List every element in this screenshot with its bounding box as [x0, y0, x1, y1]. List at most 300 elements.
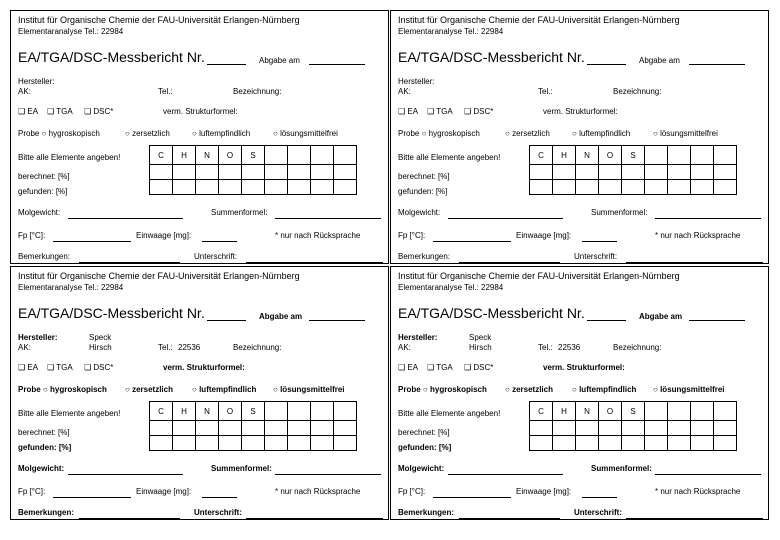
fp-field[interactable] [433, 497, 511, 498]
checkbox-icon: ❑ [427, 363, 435, 372]
tga-label: TGA [56, 107, 73, 116]
value-cell[interactable] [530, 436, 553, 451]
bemerkungen-field[interactable] [79, 262, 180, 263]
gefunden-row [530, 436, 737, 451]
element-s: S [242, 146, 265, 165]
abgabe-date-field[interactable] [309, 64, 365, 65]
ea-label: EA [27, 107, 39, 116]
luftempfindlich-label: luftempfindlich [199, 129, 251, 138]
ruecksprache-note: * nur nach Rücksprache [655, 231, 741, 240]
checkbox-tga[interactable] [47, 107, 73, 116]
value-cell[interactable] [288, 165, 311, 180]
fp-label: Fp [°C]: [18, 231, 46, 240]
report-title: EA/TGA/DSC-Messbericht Nr. [398, 49, 585, 65]
checkbox-ea[interactable] [18, 363, 38, 372]
element-n: N [576, 402, 599, 421]
unterschrift-field[interactable] [626, 262, 763, 263]
element-extra [691, 402, 714, 421]
element-extra [334, 146, 357, 165]
value-cell[interactable] [265, 436, 288, 451]
value-cell[interactable] [265, 165, 288, 180]
institute-header: Institut für Organische Chemie der FAU-Universität Erlangen-Nürnberg [18, 15, 300, 25]
value-cell[interactable] [576, 165, 599, 180]
element-n: N [576, 146, 599, 165]
value-cell[interactable] [150, 421, 173, 436]
probe-label: Probe [398, 385, 421, 394]
value-cell[interactable] [691, 180, 714, 195]
element-extra [645, 402, 668, 421]
fp-field[interactable] [433, 241, 511, 242]
hersteller-value[interactable]: Speck [469, 333, 492, 342]
value-cell[interactable] [311, 436, 334, 451]
value-cell[interactable] [242, 436, 265, 451]
molgewicht-field[interactable] [448, 474, 563, 475]
gefunden-label: gefunden: [%] [398, 443, 452, 452]
value-cell[interactable] [530, 180, 553, 195]
ak-label: AK: [398, 343, 411, 352]
ak-value[interactable]: Hirsch [469, 343, 492, 352]
checkbox-tga[interactable] [47, 363, 73, 372]
tga-label: TGA [56, 363, 73, 372]
unterschrift-label: Unterschrift: [574, 252, 618, 261]
radio-icon: ○ [505, 385, 510, 394]
ruecksprache-note: * nur nach Rücksprache [275, 231, 361, 240]
bemerkungen-label: Bemerkungen: [398, 508, 455, 517]
report-number-field[interactable] [587, 320, 626, 321]
strukturformel-label: verm. Strukturformel: [163, 363, 245, 372]
value-cell[interactable] [691, 165, 714, 180]
value-cell[interactable] [196, 165, 219, 180]
dsc-label: DSC* [93, 107, 114, 116]
value-cell[interactable] [645, 436, 668, 451]
element-header-row [530, 146, 737, 165]
checkbox-dsc[interactable] [84, 107, 113, 116]
value-cell[interactable] [288, 421, 311, 436]
radio-icon: ○ [572, 385, 577, 394]
probe-option-loesungsmittelfrei[interactable] [653, 129, 718, 138]
value-cell[interactable] [219, 421, 242, 436]
loesungsmittelfrei-label: lösungsmittelfrei [660, 385, 725, 394]
checkbox-icon: ❑ [18, 363, 26, 372]
ea-label: EA [27, 363, 39, 372]
unterschrift-field[interactable] [626, 518, 763, 519]
checkbox-tga[interactable] [427, 363, 453, 372]
molgewicht-label: Molgewicht: [18, 208, 61, 217]
value-cell[interactable] [622, 180, 645, 195]
value-cell[interactable] [622, 165, 645, 180]
tel-label: Tel.: [538, 343, 553, 352]
summenformel-label: Summenformel: [211, 464, 272, 473]
checkbox-ea[interactable] [18, 107, 38, 116]
hersteller-label: Hersteller: [18, 77, 55, 86]
value-cell[interactable] [668, 436, 691, 451]
value-cell[interactable] [288, 436, 311, 451]
probe-option-loesungsmittelfrei[interactable] [653, 385, 725, 394]
summenformel-label: Summenformel: [591, 464, 652, 473]
checkbox-icon: ❑ [398, 363, 406, 372]
radio-icon: ○ [192, 129, 197, 138]
value-cell[interactable] [334, 421, 357, 436]
value-cell[interactable] [242, 165, 265, 180]
report-title: EA/TGA/DSC-Messbericht Nr. [398, 305, 585, 321]
bemerkungen-field[interactable] [459, 518, 560, 519]
probe-option-zersetzlich[interactable] [505, 129, 550, 138]
berechnet-label: berechnet: [%] [398, 172, 450, 181]
abgabe-date-field[interactable] [689, 64, 745, 65]
value-cell[interactable] [288, 180, 311, 195]
element-c: C [150, 146, 173, 165]
value-cell[interactable] [714, 180, 737, 195]
checkbox-icon: ❑ [464, 107, 472, 116]
checkbox-dsc[interactable] [84, 363, 113, 372]
element-s: S [242, 402, 265, 421]
abgabe-date-field[interactable] [689, 320, 745, 321]
tga-label: TGA [436, 363, 453, 372]
value-cell[interactable] [334, 165, 357, 180]
probe-option-hygroskopisch[interactable] [18, 385, 107, 394]
value-cell[interactable] [668, 180, 691, 195]
probe-option-hygroskopisch[interactable] [398, 385, 487, 394]
probe-option-zersetzlich[interactable] [125, 385, 173, 394]
zersetzlich-label: zersetzlich [512, 385, 553, 394]
luftempfindlich-label: luftempfindlich [579, 129, 631, 138]
element-c: C [530, 146, 553, 165]
summenformel-field[interactable] [655, 474, 761, 475]
fp-label: Fp [°C]: [398, 231, 426, 240]
element-header-row [150, 402, 357, 421]
molgewicht-label: Molgewicht: [18, 464, 65, 473]
probe-option-hygroskopisch[interactable] [398, 129, 480, 138]
element-extra [288, 146, 311, 165]
probe-option-luftempfindlich[interactable] [572, 385, 636, 394]
checkbox-dsc[interactable] [464, 107, 493, 116]
strukturformel-label: verm. Strukturformel: [543, 107, 618, 116]
element-c: C [530, 402, 553, 421]
ak-label: AK: [18, 343, 31, 352]
bezeichnung-label: Bezeichnung: [613, 343, 662, 352]
berechnet-row [150, 421, 357, 436]
institute-header: Institut für Organische Chemie der FAU-Universität Erlangen-Nürnberg [398, 15, 680, 25]
value-cell[interactable] [196, 180, 219, 195]
hygroskopisch-label: hygroskopisch [48, 129, 100, 138]
value-cell[interactable] [576, 436, 599, 451]
radio-icon: ○ [125, 129, 130, 138]
value-cell[interactable] [265, 421, 288, 436]
value-cell[interactable] [691, 436, 714, 451]
element-extra [311, 402, 334, 421]
report-number-field[interactable] [207, 320, 246, 321]
element-h: H [173, 146, 196, 165]
value-cell[interactable] [219, 436, 242, 451]
element-o: O [219, 146, 242, 165]
checkbox-icon: ❑ [427, 107, 435, 116]
value-cell[interactable] [553, 436, 576, 451]
radio-icon: ○ [505, 129, 510, 138]
gefunden-row [150, 180, 357, 195]
probe-option-zersetzlich[interactable] [125, 129, 170, 138]
zersetzlich-label: zersetzlich [132, 129, 170, 138]
probe-option-luftempfindlich[interactable] [192, 129, 250, 138]
value-cell[interactable] [576, 421, 599, 436]
element-header-row [530, 402, 737, 421]
radio-icon: ○ [42, 385, 48, 394]
value-cell[interactable] [622, 436, 645, 451]
value-cell[interactable] [530, 421, 553, 436]
value-cell[interactable] [645, 180, 668, 195]
radio-icon: ○ [192, 385, 197, 394]
abgabe-date-field[interactable] [309, 320, 365, 321]
checkbox-tga[interactable] [427, 107, 453, 116]
value-cell[interactable] [599, 421, 622, 436]
molgewicht-label: Molgewicht: [398, 208, 441, 217]
checkbox-icon: ❑ [18, 107, 26, 116]
abgabe-label: Abgabe am [639, 56, 680, 65]
probe-option-luftempfindlich[interactable] [572, 129, 630, 138]
element-table [529, 145, 737, 195]
einwaage-label: Einwaage [mg]: [136, 487, 192, 496]
summenformel-field[interactable] [655, 218, 761, 219]
berechnet-row [150, 165, 357, 180]
value-cell[interactable] [691, 421, 714, 436]
gefunden-row [150, 436, 357, 451]
element-h: H [553, 402, 576, 421]
institute-header: Institut für Organische Chemie der FAU-Universität Erlangen-Nürnberg [398, 271, 680, 281]
einwaage-label: Einwaage [mg]: [516, 231, 572, 240]
fp-label: Fp [°C]: [18, 487, 46, 496]
value-cell[interactable] [311, 180, 334, 195]
lab-subheader: Elementaranalyse Tel.: 22984 [398, 283, 504, 292]
value-cell[interactable] [173, 165, 196, 180]
tel-value[interactable]: 22536 [178, 343, 201, 352]
tga-label: TGA [436, 107, 453, 116]
element-extra [265, 402, 288, 421]
value-cell[interactable] [242, 421, 265, 436]
value-cell[interactable] [645, 165, 668, 180]
ak-label: AK: [398, 87, 411, 96]
report-number-field[interactable] [587, 64, 626, 65]
gefunden-label: gefunden: [%] [398, 187, 448, 196]
abgabe-label: Abgabe am [259, 56, 300, 65]
abgabe-label: Abgabe am [259, 312, 303, 321]
value-cell[interactable] [242, 180, 265, 195]
berechnet-label: berechnet: [%] [18, 172, 70, 181]
ak-value[interactable]: Hirsch [89, 343, 112, 352]
element-extra [265, 146, 288, 165]
radio-icon: ○ [125, 385, 130, 394]
value-cell[interactable] [714, 165, 737, 180]
summenformel-field[interactable] [275, 474, 381, 475]
element-extra [714, 402, 737, 421]
element-extra [288, 402, 311, 421]
checkbox-icon: ❑ [47, 107, 55, 116]
element-table [149, 145, 357, 195]
gefunden-label: gefunden: [%] [18, 443, 72, 452]
value-cell[interactable] [150, 436, 173, 451]
value-cell[interactable] [334, 180, 357, 195]
value-cell[interactable] [599, 165, 622, 180]
value-cell[interactable] [173, 421, 196, 436]
value-cell[interactable] [334, 436, 357, 451]
dsc-label: DSC* [473, 107, 494, 116]
report-number-field[interactable] [207, 64, 246, 65]
einwaage-field[interactable] [582, 497, 617, 498]
value-cell[interactable] [599, 180, 622, 195]
checkbox-icon: ❑ [398, 107, 406, 116]
element-o: O [599, 146, 622, 165]
molgewicht-field[interactable] [68, 218, 183, 219]
report-card [390, 10, 769, 264]
probe-option-luftempfindlich[interactable] [192, 385, 256, 394]
hersteller-label: Hersteller: [18, 333, 58, 342]
dsc-label: DSC* [93, 363, 114, 372]
radio-icon: ○ [572, 129, 577, 138]
luftempfindlich-label: luftempfindlich [199, 385, 257, 394]
summenformel-label: Summenformel: [211, 208, 268, 217]
element-s: S [622, 146, 645, 165]
tel-value[interactable]: 22536 [558, 343, 581, 352]
fp-label: Fp [°C]: [398, 487, 426, 496]
value-cell[interactable] [553, 180, 576, 195]
value-cell[interactable] [173, 436, 196, 451]
value-cell[interactable] [622, 421, 645, 436]
probe-option-hygroskopisch[interactable] [18, 129, 100, 138]
fp-field[interactable] [53, 241, 131, 242]
value-cell[interactable] [714, 436, 737, 451]
value-cell[interactable] [150, 180, 173, 195]
probe-option-zersetzlich[interactable] [505, 385, 553, 394]
loesungsmittelfrei-label: lösungsmittelfrei [660, 129, 718, 138]
zersetzlich-label: zersetzlich [132, 385, 173, 394]
value-cell[interactable] [553, 165, 576, 180]
summenformel-field[interactable] [275, 218, 381, 219]
hygroskopisch-label: hygroskopisch [428, 129, 480, 138]
element-header-row [150, 146, 357, 165]
tel-label: Tel.: [538, 87, 553, 96]
value-cell[interactable] [530, 165, 553, 180]
gefunden-row [530, 180, 737, 195]
probe-option-loesungsmittelfrei[interactable] [273, 129, 338, 138]
unterschrift-field[interactable] [246, 262, 383, 263]
checkbox-icon: ❑ [84, 363, 92, 372]
ea-label: EA [407, 363, 419, 372]
unterschrift-label: Unterschrift: [194, 508, 243, 517]
element-extra [714, 146, 737, 165]
checkbox-ea[interactable] [398, 363, 418, 372]
strukturformel-label: verm. Strukturformel: [163, 107, 238, 116]
element-extra [311, 146, 334, 165]
element-h: H [173, 402, 196, 421]
molgewicht-field[interactable] [68, 474, 183, 475]
bemerkungen-label: Bemerkungen: [18, 252, 71, 261]
bitte-label: Bitte alle Elemente angeben! [18, 409, 121, 418]
bemerkungen-field[interactable] [459, 262, 560, 263]
hersteller-label: Hersteller: [398, 77, 435, 86]
value-cell[interactable] [173, 180, 196, 195]
value-cell[interactable] [219, 180, 242, 195]
molgewicht-label: Molgewicht: [398, 464, 445, 473]
value-cell[interactable] [265, 180, 288, 195]
einwaage-label: Einwaage [mg]: [516, 487, 572, 496]
element-s: S [622, 402, 645, 421]
checkbox-icon: ❑ [47, 363, 55, 372]
probe-label: Probe [18, 385, 41, 394]
bezeichnung-label: Bezeichnung: [233, 87, 282, 96]
radio-icon: ○ [422, 385, 428, 394]
element-h: H [553, 146, 576, 165]
element-n: N [196, 146, 219, 165]
value-cell[interactable] [599, 436, 622, 451]
berechnet-row [530, 165, 737, 180]
checkbox-icon: ❑ [464, 363, 472, 372]
bezeichnung-label: Bezeichnung: [233, 343, 282, 352]
ruecksprache-note: * nur nach Rücksprache [655, 487, 741, 496]
element-extra [668, 402, 691, 421]
probe-label: Probe [398, 129, 420, 138]
ruecksprache-note: * nur nach Rücksprache [275, 487, 361, 496]
unterschrift-field[interactable] [246, 518, 383, 519]
einwaage-field[interactable] [202, 241, 237, 242]
dsc-label: DSC* [473, 363, 494, 372]
fp-field[interactable] [53, 497, 131, 498]
radio-icon: ○ [41, 129, 47, 138]
report-title: EA/TGA/DSC-Messbericht Nr. [18, 305, 205, 321]
value-cell[interactable] [311, 421, 334, 436]
element-extra [668, 146, 691, 165]
radio-icon: ○ [273, 385, 278, 394]
ea-label: EA [407, 107, 419, 116]
bemerkungen-field[interactable] [79, 518, 180, 519]
hersteller-value[interactable]: Speck [89, 333, 112, 342]
value-cell[interactable] [150, 165, 173, 180]
checkbox-ea[interactable] [398, 107, 418, 116]
report-title: EA/TGA/DSC-Messbericht Nr. [18, 49, 205, 65]
unterschrift-label: Unterschrift: [574, 508, 623, 517]
value-cell[interactable] [553, 421, 576, 436]
bitte-label: Bitte alle Elemente angeben! [18, 153, 121, 162]
report-card [390, 266, 769, 520]
value-cell[interactable] [196, 436, 219, 451]
einwaage-label: Einwaage [mg]: [136, 231, 192, 240]
unterschrift-label: Unterschrift: [194, 252, 238, 261]
checkbox-dsc[interactable] [464, 363, 493, 372]
value-cell[interactable] [196, 421, 219, 436]
element-extra [645, 146, 668, 165]
lab-subheader: Elementaranalyse Tel.: 22984 [398, 27, 504, 36]
radio-icon: ○ [653, 385, 658, 394]
lab-subheader: Elementaranalyse Tel.: 22984 [18, 283, 124, 292]
value-cell[interactable] [668, 421, 691, 436]
loesungsmittelfrei-label: lösungsmittelfrei [280, 129, 338, 138]
berechnet-row [530, 421, 737, 436]
strukturformel-label: verm. Strukturformel: [543, 363, 625, 372]
molgewicht-field[interactable] [448, 218, 563, 219]
value-cell[interactable] [645, 421, 668, 436]
value-cell[interactable] [714, 421, 737, 436]
value-cell[interactable] [311, 165, 334, 180]
element-c: C [150, 402, 173, 421]
value-cell[interactable] [219, 165, 242, 180]
zersetzlich-label: zersetzlich [512, 129, 550, 138]
bemerkungen-label: Bemerkungen: [398, 252, 451, 261]
einwaage-field[interactable] [202, 497, 237, 498]
einwaage-field[interactable] [582, 241, 617, 242]
element-o: O [219, 402, 242, 421]
probe-option-loesungsmittelfrei[interactable] [273, 385, 345, 394]
gefunden-label: gefunden: [%] [18, 187, 68, 196]
value-cell[interactable] [576, 180, 599, 195]
value-cell[interactable] [668, 165, 691, 180]
bitte-label: Bitte alle Elemente angeben! [398, 409, 501, 418]
